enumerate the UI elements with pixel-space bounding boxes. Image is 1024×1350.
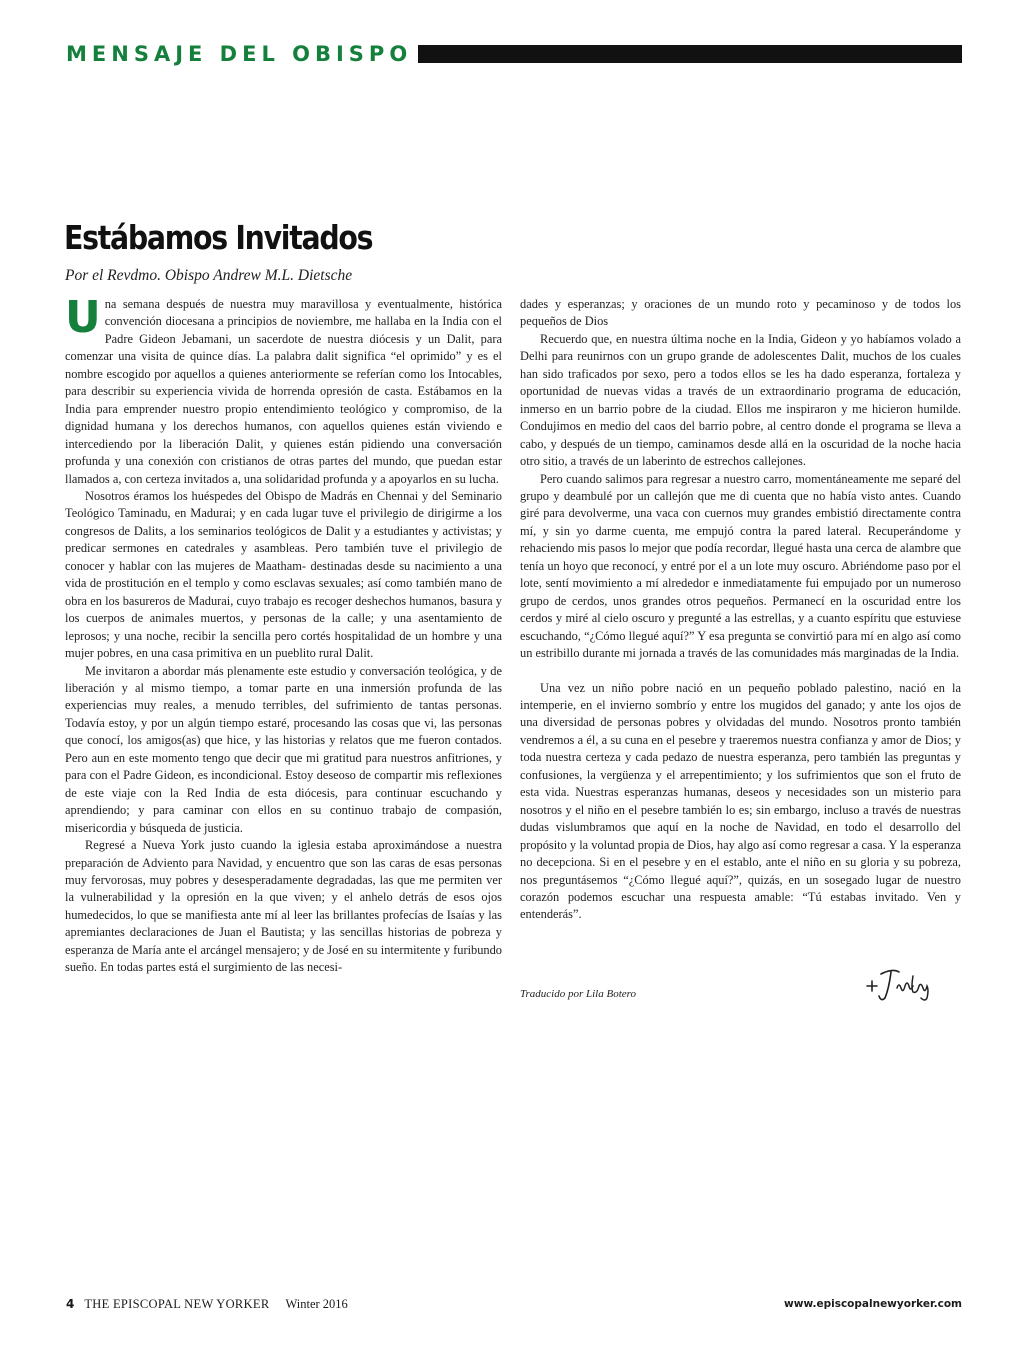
article-headline: Estábamos Invitados xyxy=(64,218,373,257)
right-column xyxy=(520,296,961,1004)
section-title: MENSAJE DEL OBISPO xyxy=(66,42,413,66)
page-footer xyxy=(66,1296,962,1312)
left-column xyxy=(65,292,502,977)
paragraph-4: Regresé a Nueva York justo cuando la iglesia estaba aproximándose a nuestra preparación de Adviento para Navidad, y encuentro que son las caras de esas personas muy fervorosas, muy pobres y desesperadamente degradadas, las que me permiten ver la vulnerabilidad y la opresión en la que viven; y el anhelo detrás de esos ojos humedecidos, lo que se manifiesta ante mí al leer las brillantes profecías de Isaías y las apremiantes declaraciones de Juan el Bautista; y las sencillas historias de pobreza y esperanza de María ante el arcángel mensajero; y de José en su intermitente y furibundo sueño. En todas partes está el surgimiento de las necesi- xyxy=(65,838,502,975)
paragraph-3: Me invitaron a abordar más plenamente este estudio y conversación teológica, y de liberación y al mismo tiempo, a tomar parte en una inmersión profunda de las experiencias muy reales, a menudo terribles, del sufrimiento de tantas personas. Todavía estoy, y por un algún tiempo estaré, procesando las cosas que vi, las personas que conocí, los amigos(as) que hice, y las historias y relatos que me fueron contados. Pero aun en este momento tengo que decir que mi gratitud para nuestros anfitriones, y para con el Padre Gideon, es incondicional. Estoy deseoso de compartir mis reflexiones de este viaje con la Red India de esta diócesis, para continuar escuchando y aprendiendo; y para caminar con ellos en su continuo trabajo de compasión, misericordia y búsqueda de justicia. xyxy=(65,663,502,835)
paragraph-1 xyxy=(65,292,502,488)
translator-credit: Traducido por Lila Botero xyxy=(520,988,637,1001)
section-header xyxy=(66,40,962,68)
issue-label: Winter 2016 xyxy=(285,1296,348,1311)
paragraph-7: Una vez un niño pobre nació en un pequeño poblado palestino, nació en la intemperie, en el invierno sombrío y entre los mugidos del ganado; y ante los ojos de una diversidad de personas pobres y olvidadas del mundo. Nosotros pronto también vendremos a él, a su cuna en el pesebre y traeremos nuestra confianza y amor de Dios; y toda nuestra certeza y cada pedazo de nuestra esperanza, pero también las preguntas y confusiones, la vergüenza y el arrepentimiento; y los sufrimientos que son el fruto de esta vida. Nuestras esperanzas humanas, deseos y necesidades son un misterio para nosotros y el niño en el pesebre también lo es; sin embargo, incluso a través de nuestras dudas vislumbramos que aquí en la noche de Navidad, en todo el desarrollo del propósito y la voluntad propia de Dios, hay algo así como regresar a casa. Y la esperanza no decepciona. Si en el pesebre y en el establo, ante el niño en su gloria y su pobreza, nos preguntásemos “¿Cómo llegué aquí?”, quizás, en un sosegado lugar de nuestro corazón podemos escuchar una respuesta amable: “Tú estabas invitado. Ven y entenderás”. xyxy=(520,680,961,922)
website-url: www.episcopalnewyorker.com xyxy=(784,1298,962,1310)
publication-name: THE EPISCOPAL NEW YORKER xyxy=(84,1296,270,1311)
paragraph-4-continued: dades y esperanzas; y oraciones de un mundo roto y pecaminoso y de todos los pequeños de Dios xyxy=(520,297,961,329)
paragraph-5: Recuerdo que, en nuestra última noche en la India, Gideon y yo habíamos volado a Delhi para reunirnos con un grupo grande de adolescentes Dalit, muchos de los cuales han sido traficados por sexo, pero a todos ellos se les ha dado esperanza, fortaleza y oportunidad de nuevas vidas a través de un extraordinario programa de educación, inmerso en un barrio pobre de la ciudad. Ellos me inspiraron y me hicieron humilde. Condujimos en medio del caos del barrio pobre, al centro donde el programa se lleva a cabo, y después de un tiempo, caminamos desde allá en la oscuridad de la noche hacia otro sitio, a través de un laberinto de estrechos callejones. xyxy=(520,331,961,469)
drop-cap: U xyxy=(65,292,101,343)
paragraph-1-text: na semana después de nuestra muy maravillosa y eventualmente, histórica convención diocesana a principios de noviembre, me hallaba en la India con el Padre Gideon Jebamani, un sacerdote de nuestra diócesis y un Dalit, para comenzar una visita de quince días. La palabra dalit significa “el oprimido” y es el nombre escogido por aquellos a quienes anteriormente se referían como los Intocables, para describir su experiencia vivida de horrenda opresión de casta. Estábamos en la India para emprender nuestro propio entendimiento teológico y compromiso, de la dignidad humana y los derechos humanos, con aquellos quienes están viviendo e intercediendo por la liberación Dalit, y quienes están pidiendo una conversación profunda y una conexión con cristianos de otras partes del mundo, que puedan estar llamados a, con certeza invitados a, una solidaridad profunda y a apoyarlos en su lucha. xyxy=(65,297,502,486)
paragraph-6: Pero cuando salimos para regresar a nuestro carro, momentáneamente me separé del grupo y deambulé por un callejón que me di cuenta que no había visto antes. Cuando giré para devolverme, una vaca con cuernos muy grandes embistió directamente contra mí, y sin yo darme cuenta, me empujó contra la pared lateral. Recuperándome y rehaciendo mis pasos lo mejor que podía recordar, llegué hasta una cerca de alambre que tenía un hoyo que reconocí, y entré por el a un lote muy oscuro. Abriéndome paso por el lote, sentí movimiento a mí alrededor e inmediatamente fui empujado por un numeroso grupo de cerdos, unos grandes otros pequeños. Permanecí en la oscuridad entre los cerdos y miré al cielo oscuro y pregunté a las estrellas, y a cuanto espíritu que estuviese escuchando, “¿Cómo llegué aquí?” Y esa pregunta se convirtió para mí en algo así como un estribillo durante mi jornada a través de las comunidades más marginadas de la India. xyxy=(520,471,961,661)
signature-image xyxy=(863,964,941,1004)
article-byline: Por el Revdmo. Obispo Andrew M.L. Dietsche xyxy=(65,267,353,284)
header-rule-bar xyxy=(418,45,962,63)
footer-left xyxy=(66,1297,348,1312)
paragraph-2: Nosotros éramos los huéspedes del Obispo de Madrás en Chennai y del Seminario Teológico Taminadu, en Madurai; y en cada lugar tuve el privilegio de dirigirme a los congresos de Dalits, a los seminarios teológicos de Dalit y a estudiantes y activistas; y predicar sermones en catedrales y asambleas. Pero también tuve el privilegio de conocer y hablar con las mujeres de Maatham- destinadas desde su nacimiento a una vida de prostitución en el templo y como esclavas sexuales; así como también mano de obra en los basureros de Madurai, cuyo trabajo es recoger deshechos humanos, basura y los cuerpos de animales muertos, y personas de la calle; y una asentamiento de leprosos; y una noche, recibir la sencilla pero cortés hospitalidad de un hombre y una mujer pobres, en una casa primitiva en un pueblito rural Dalit. xyxy=(65,488,502,661)
credit-row xyxy=(520,964,961,1004)
page-number: 4 xyxy=(66,1296,75,1311)
